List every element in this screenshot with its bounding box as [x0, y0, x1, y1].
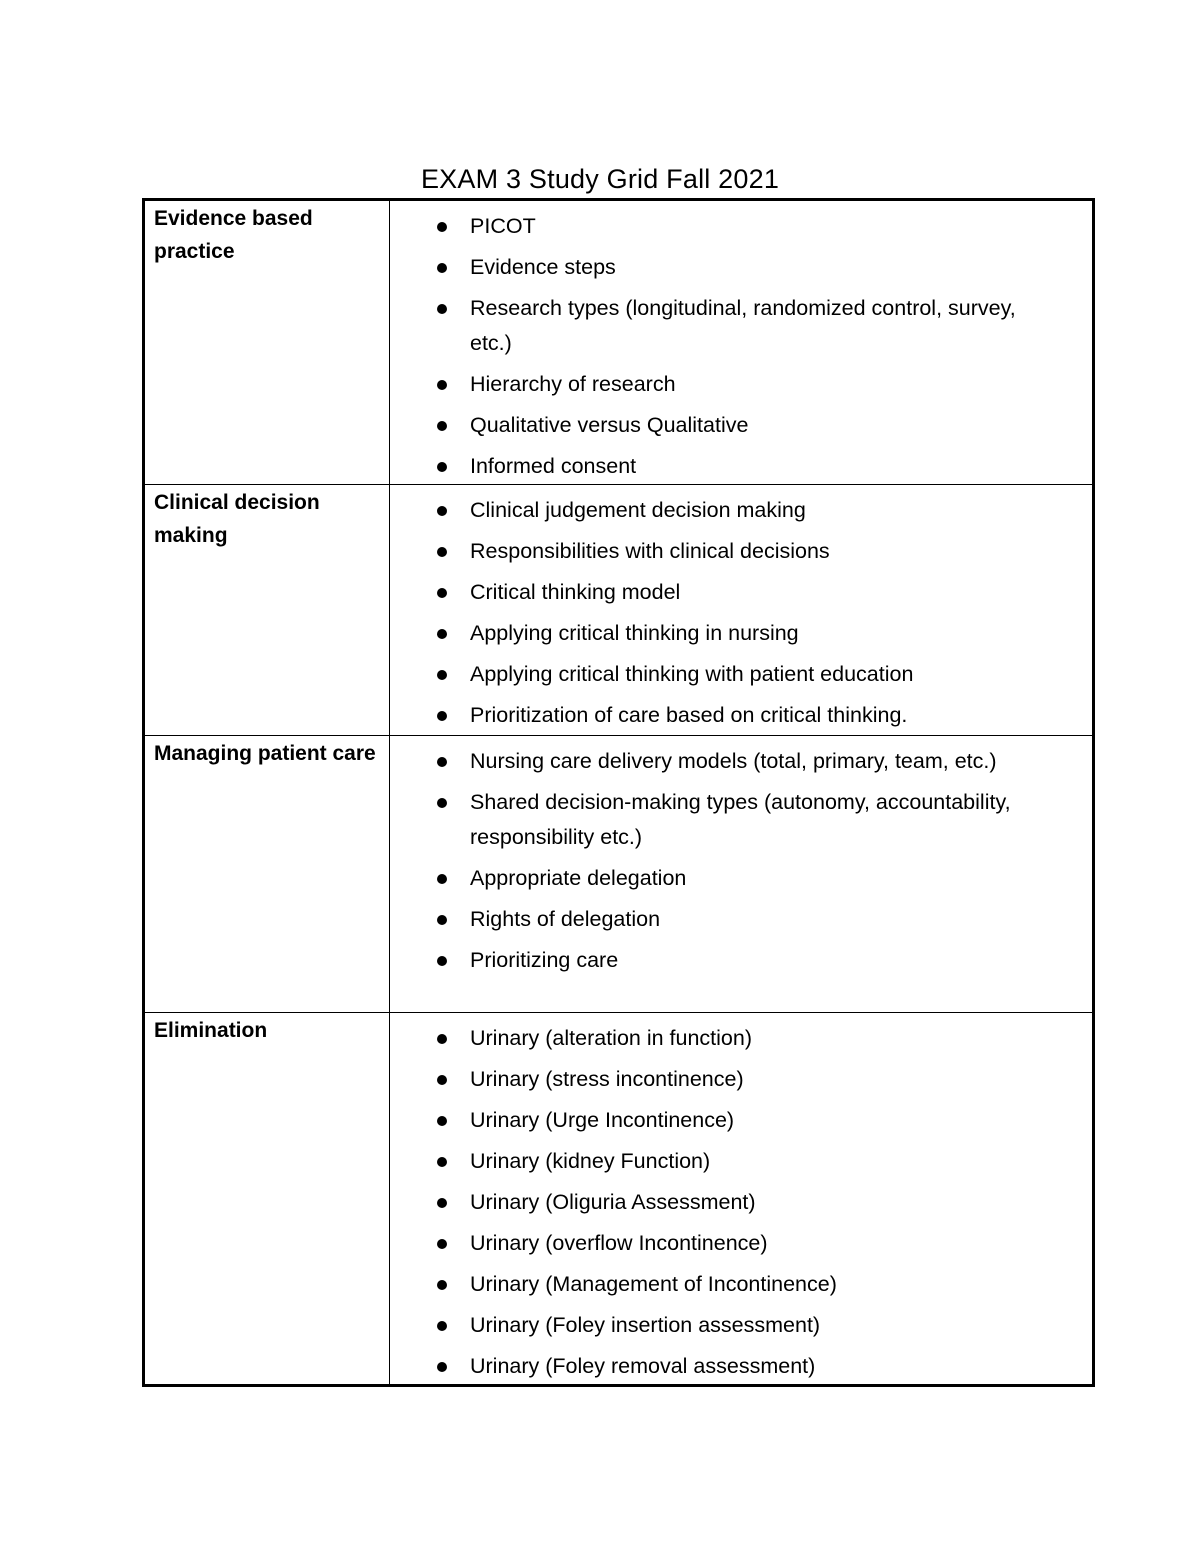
- list-item-text: Critical thinking model: [470, 580, 681, 604]
- bullet-icon: [437, 1075, 447, 1085]
- bullet-icon: [437, 506, 447, 516]
- list-item: [390, 408, 1062, 443]
- grid-row-clinical-decision-making: [144, 485, 1094, 736]
- list-item: [390, 449, 1062, 484]
- bullet-icon: [437, 874, 447, 884]
- bullet-icon: [437, 421, 447, 431]
- list-item-text: Rights of delegation: [470, 907, 661, 931]
- list-item: [390, 1267, 1062, 1302]
- list-item: [390, 367, 1062, 402]
- list-item: [390, 698, 1062, 733]
- list-item: [390, 534, 1062, 569]
- topic-cell: [144, 485, 390, 736]
- bullet-icon: [437, 1034, 447, 1044]
- items-cell: [390, 736, 1094, 1013]
- bullet-icon: [437, 798, 447, 808]
- bullet-icon: [437, 1321, 447, 1331]
- list-item: [390, 1185, 1062, 1220]
- list-item: [390, 616, 1062, 651]
- list-item-text: Qualitative versus Qualitative: [470, 413, 749, 437]
- list-item-text: Applying critical thinking in nursing: [470, 621, 799, 645]
- list-item: [390, 657, 1062, 692]
- grid-row-managing-patient-care: [144, 736, 1094, 1013]
- list-item-text: Evidence steps: [470, 255, 616, 279]
- topic-cell: [144, 736, 390, 1013]
- list-item-text: Nursing care delivery models (total, primary, team, etc.): [470, 749, 997, 773]
- list-item: [390, 861, 1062, 896]
- bullet-icon: [437, 956, 447, 966]
- bullet-icon: [437, 1116, 447, 1126]
- topic-label: Clinical decision making: [154, 491, 320, 547]
- list-item-text: Prioritizing care: [470, 948, 619, 972]
- bullet-icon: [437, 263, 447, 273]
- items-cell: [390, 200, 1094, 485]
- topic-label: Evidence based practice: [154, 207, 313, 263]
- bullet-icon: [437, 1157, 447, 1167]
- study-grid-table: [142, 198, 1095, 1387]
- list-item-text: Clinical judgement decision making: [470, 498, 806, 522]
- list-item-text: Appropriate delegation: [470, 866, 687, 890]
- topic-label: Elimination: [154, 1019, 268, 1042]
- topic-label: Managing patient care: [154, 742, 376, 765]
- list-item-text: Urinary (stress incontinence): [470, 1067, 744, 1091]
- list-item-text: Urinary (overflow Incontinence): [470, 1231, 768, 1255]
- list-item-text: Informed consent: [470, 454, 637, 478]
- list-item-text: Urinary (kidney Function): [470, 1149, 711, 1173]
- items-cell: [390, 1013, 1094, 1386]
- list-item: [390, 1103, 1062, 1138]
- bullet-icon: [437, 304, 447, 314]
- list-item-text: PICOT: [470, 214, 536, 238]
- list-item-text: Urinary (alteration in function): [470, 1026, 753, 1050]
- list-item: [390, 1062, 1062, 1097]
- bullet-icon: [437, 1198, 447, 1208]
- list-item-text: Research types (longitudinal, randomized control, survey, etc.): [470, 296, 1016, 355]
- items-cell: [390, 485, 1094, 736]
- items-list: [390, 485, 1092, 733]
- list-item-text: Urinary (Foley removal assessment): [470, 1354, 816, 1378]
- list-item: [390, 1349, 1062, 1384]
- list-item: [390, 493, 1062, 528]
- bullet-icon: [437, 757, 447, 767]
- list-item: [390, 785, 1062, 855]
- list-item-text: Responsibilities with clinical decisions: [470, 539, 830, 563]
- bullet-icon: [437, 380, 447, 390]
- bullet-icon: [437, 222, 447, 232]
- grid-row-elimination: [144, 1013, 1094, 1386]
- list-item: [390, 1021, 1062, 1056]
- list-item-text: Shared decision-making types (autonomy, accountability, responsibility etc.): [470, 790, 1011, 849]
- items-list: [390, 201, 1092, 484]
- bullet-icon: [437, 462, 447, 472]
- bullet-icon: [437, 915, 447, 925]
- list-item: [390, 1308, 1062, 1343]
- bullet-icon: [437, 1239, 447, 1249]
- list-item: [390, 209, 1062, 244]
- list-item-text: Urinary (Urge Incontinence): [470, 1108, 735, 1132]
- list-item-text: Urinary (Management of Incontinence): [470, 1272, 837, 1296]
- list-item-text: Urinary (Oliguria Assessment): [470, 1190, 756, 1214]
- list-item: [390, 943, 1062, 978]
- bullet-icon: [437, 1362, 447, 1372]
- grid-row-evidence-based-practice: [144, 200, 1094, 485]
- bullet-icon: [437, 1280, 447, 1290]
- items-list: [390, 736, 1092, 978]
- topic-cell: [144, 200, 390, 485]
- bullet-icon: [437, 588, 447, 598]
- list-item: [390, 250, 1062, 285]
- items-list: [390, 1013, 1092, 1384]
- list-item: [390, 291, 1062, 361]
- bullet-icon: [437, 670, 447, 680]
- list-item: [390, 902, 1062, 937]
- bullet-icon: [437, 711, 447, 721]
- list-item: [390, 744, 1062, 779]
- list-item-text: Prioritization of care based on critical thinking.: [470, 703, 908, 727]
- list-item-text: Hierarchy of research: [470, 372, 676, 396]
- list-item: [390, 1226, 1062, 1261]
- bullet-icon: [437, 629, 447, 639]
- list-item-text: Applying critical thinking with patient education: [470, 662, 914, 686]
- list-item: [390, 1144, 1062, 1179]
- list-item-text: Urinary (Foley insertion assessment): [470, 1313, 821, 1337]
- list-item: [390, 575, 1062, 610]
- topic-cell: [144, 1013, 390, 1386]
- page-title: EXAM 3 Study Grid Fall 2021: [420, 164, 780, 195]
- bullet-icon: [437, 547, 447, 557]
